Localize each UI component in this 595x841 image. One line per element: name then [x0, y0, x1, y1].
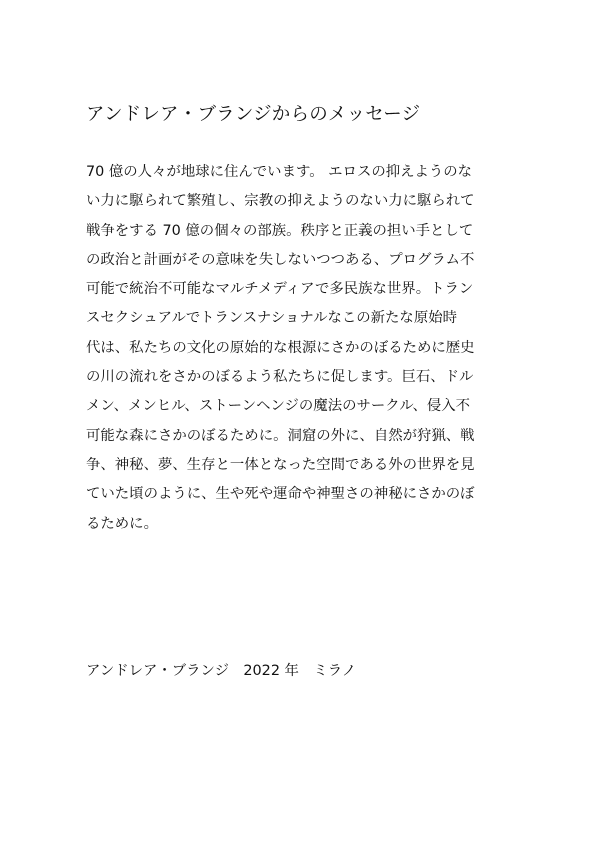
body-line: メン、メンヒル、ストーンヘンジの魔法のサークル、侵入不 — [86, 398, 471, 415]
body-line: ていた頃のように、生や死や運命や神聖さの神秘にさかのぼ — [86, 486, 475, 503]
body-line: 70 億の人々が地球に住んでいます。 エロスの抑えようのな — [86, 164, 473, 180]
message-body — [86, 158, 511, 539]
signature-line: アンドレア・ブランジ 2022 年 ミラノ — [86, 663, 357, 679]
body-line: スセクシュアルでトランスナショナルなこの新たな原始時 — [86, 310, 457, 327]
body-line: 代は、私たちの文化の原始的な根源にさかのぼるために歴史 — [86, 339, 475, 356]
body-line: 戦争をする 70 億の個々の部族。秩序と正義の担い手として — [86, 222, 474, 239]
body-line: の政治と計画がその意味を失しないつつある、プログラム不 — [86, 251, 475, 268]
page-title: アンドレア・ブランジからのメッセージ — [86, 104, 421, 125]
body-line: の川の流れをさかのぼるよう私たちに促します。巨石、ドル — [86, 369, 474, 386]
body-line: 争、神秘、夢、生存と一体となった空間である外の世界を見 — [86, 456, 475, 473]
body-line: 可能な森にさかのぼるために。洞窟の外に、自然が狩猟、戦 — [86, 427, 475, 444]
body-line: るために。 — [86, 515, 158, 532]
body-line: い力に駆られて繁殖し、宗教の抑えようのない力に駆られて — [86, 193, 475, 210]
body-line: 可能で統治不可能なマルチメディアで多民族な世界。トラン — [86, 281, 474, 298]
